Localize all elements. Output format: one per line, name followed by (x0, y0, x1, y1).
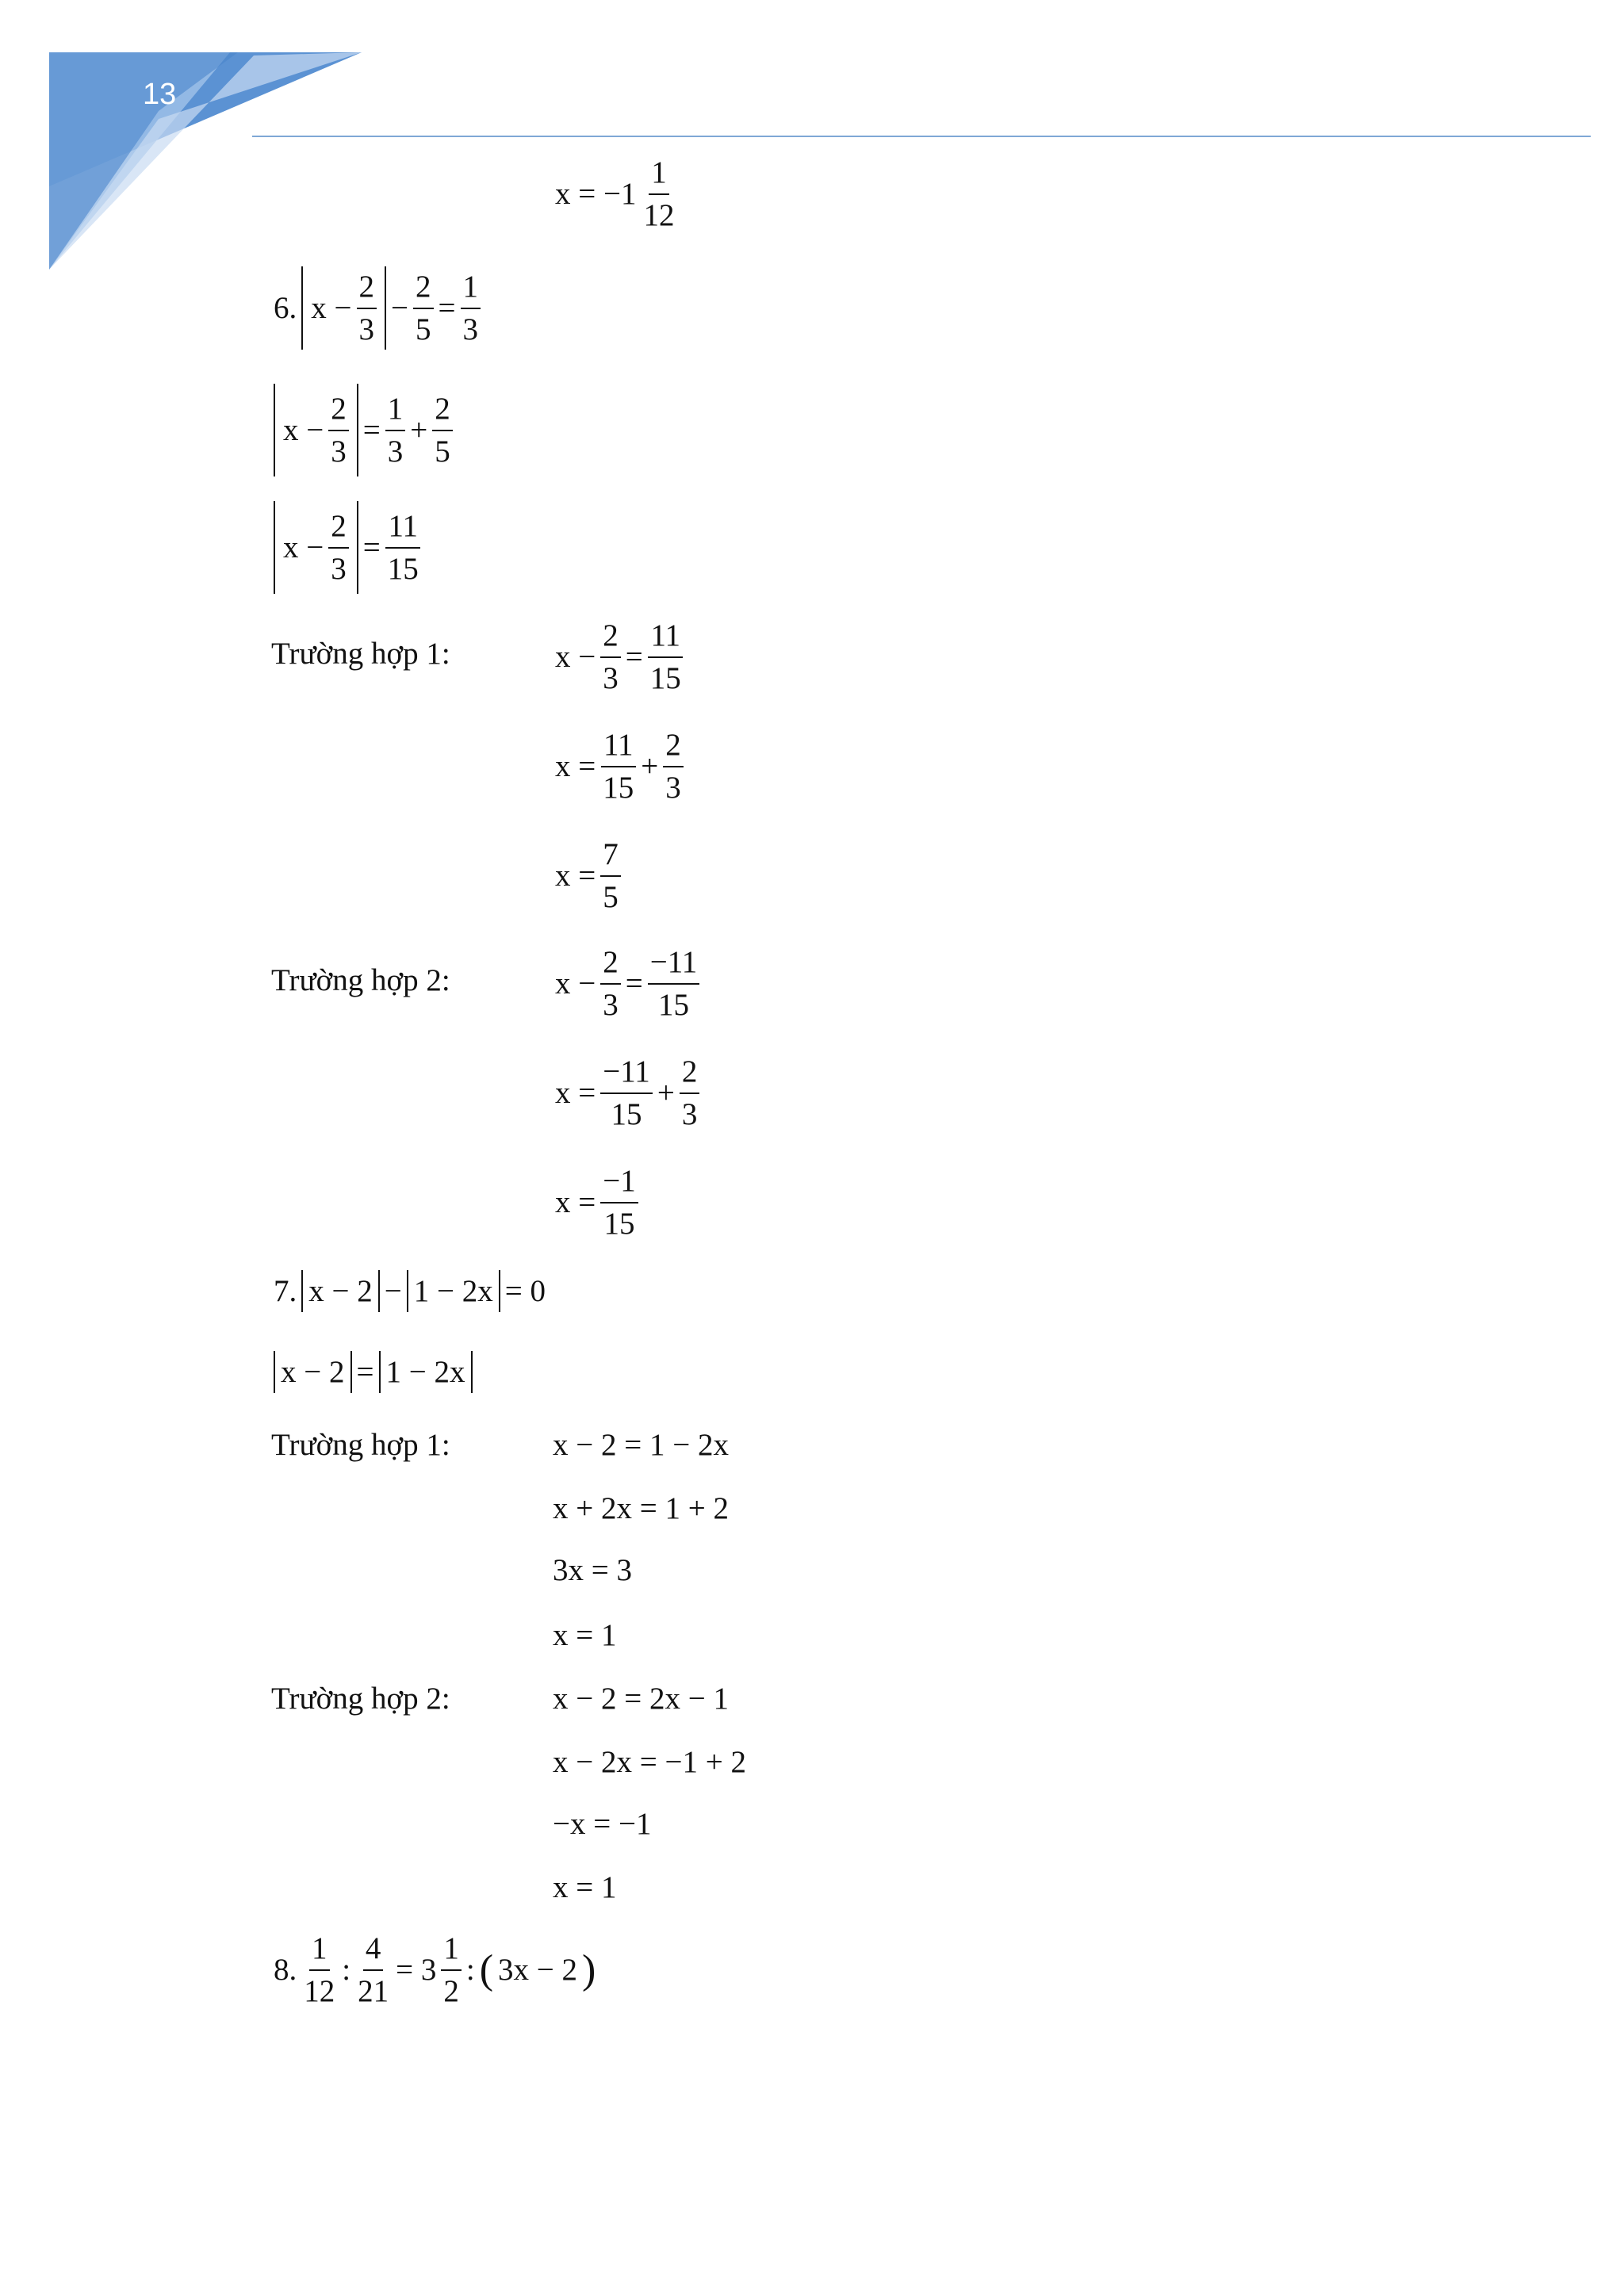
equation-line: x = $\frac{11}{15}$ + $\frac{2}{3}$ (553, 728, 686, 805)
equation-line: x − $\frac{2}{3}$ = $\frac{1}{3}$ + $\frac{2}{5}$ (271, 384, 455, 476)
equation-line: x = −1 $\frac{1}{12}$ (553, 155, 680, 232)
absolute-value: 1 − 2x (407, 1270, 500, 1312)
equation-line: x = $\frac{-1}{15}$ (553, 1164, 641, 1241)
equation-line: x − 2 = 2x − 1 (553, 1682, 729, 1716)
absolute-value: x − $\frac{2}{3}$ (301, 266, 386, 350)
case-label: Trường hợp 2: (271, 963, 450, 997)
equation-line: x = $\frac{7}{5}$ (553, 837, 623, 914)
equation-line: 3x = 3 (553, 1553, 632, 1587)
equation-line: x = $\frac{-11}{15}$ + $\frac{2}{3}$ (553, 1054, 702, 1131)
equation-line: x = 1 (553, 1618, 617, 1652)
equation-line: x − $\frac{2}{3}$ = $\frac{11}{15}$ (271, 501, 423, 594)
fraction: $\frac{1}{12}$ (643, 155, 675, 232)
case-label: Trường hợp 1: (271, 1428, 450, 1462)
absolute-value: x − $\frac{2}{3}$ (274, 501, 358, 594)
problem-7-statement: 7. x − 2 − 1 − 2x = 0 (271, 1270, 548, 1312)
absolute-value: 1 − 2x (379, 1351, 473, 1393)
equation-line: x − $\frac{2}{3}$ = $\frac{11}{15}$ (553, 618, 686, 695)
equation-line: x − 2 = 1 − 2x (271, 1351, 475, 1393)
equation-line: x = 1 (553, 1870, 617, 1904)
absolute-value: x − 2 (274, 1351, 352, 1393)
equation-line: x − 2 = 1 − 2x (553, 1428, 729, 1462)
case-label: Trường hợp 1: (271, 637, 450, 671)
problem-8-statement: 8. $\frac{1}{12}$ : $\frac{4}{21}$ = 3 $\frac{1}{2}$ : ( 3x − 2 ) (274, 1931, 596, 2008)
equation-line: x + 2x = 1 + 2 (553, 1491, 729, 1525)
page-number: 13 (143, 78, 177, 111)
problem-6-statement: 6. x − $\frac{2}{3}$ − $\frac{2}{5}$ = $\frac{1}{3}$ (271, 266, 483, 350)
header-rule (252, 136, 1591, 137)
absolute-value: x − $\frac{2}{3}$ (274, 384, 358, 476)
equation-line: −x = −1 (553, 1807, 652, 1841)
equation-line: x − $\frac{2}{3}$ = $\frac{-11}{15}$ (553, 945, 702, 1022)
absolute-value: x − 2 (301, 1270, 380, 1312)
equation-line: x − 2x = −1 + 2 (553, 1745, 746, 1779)
case-label: Trường hợp 2: (271, 1682, 450, 1716)
corner-decoration (0, 0, 381, 285)
